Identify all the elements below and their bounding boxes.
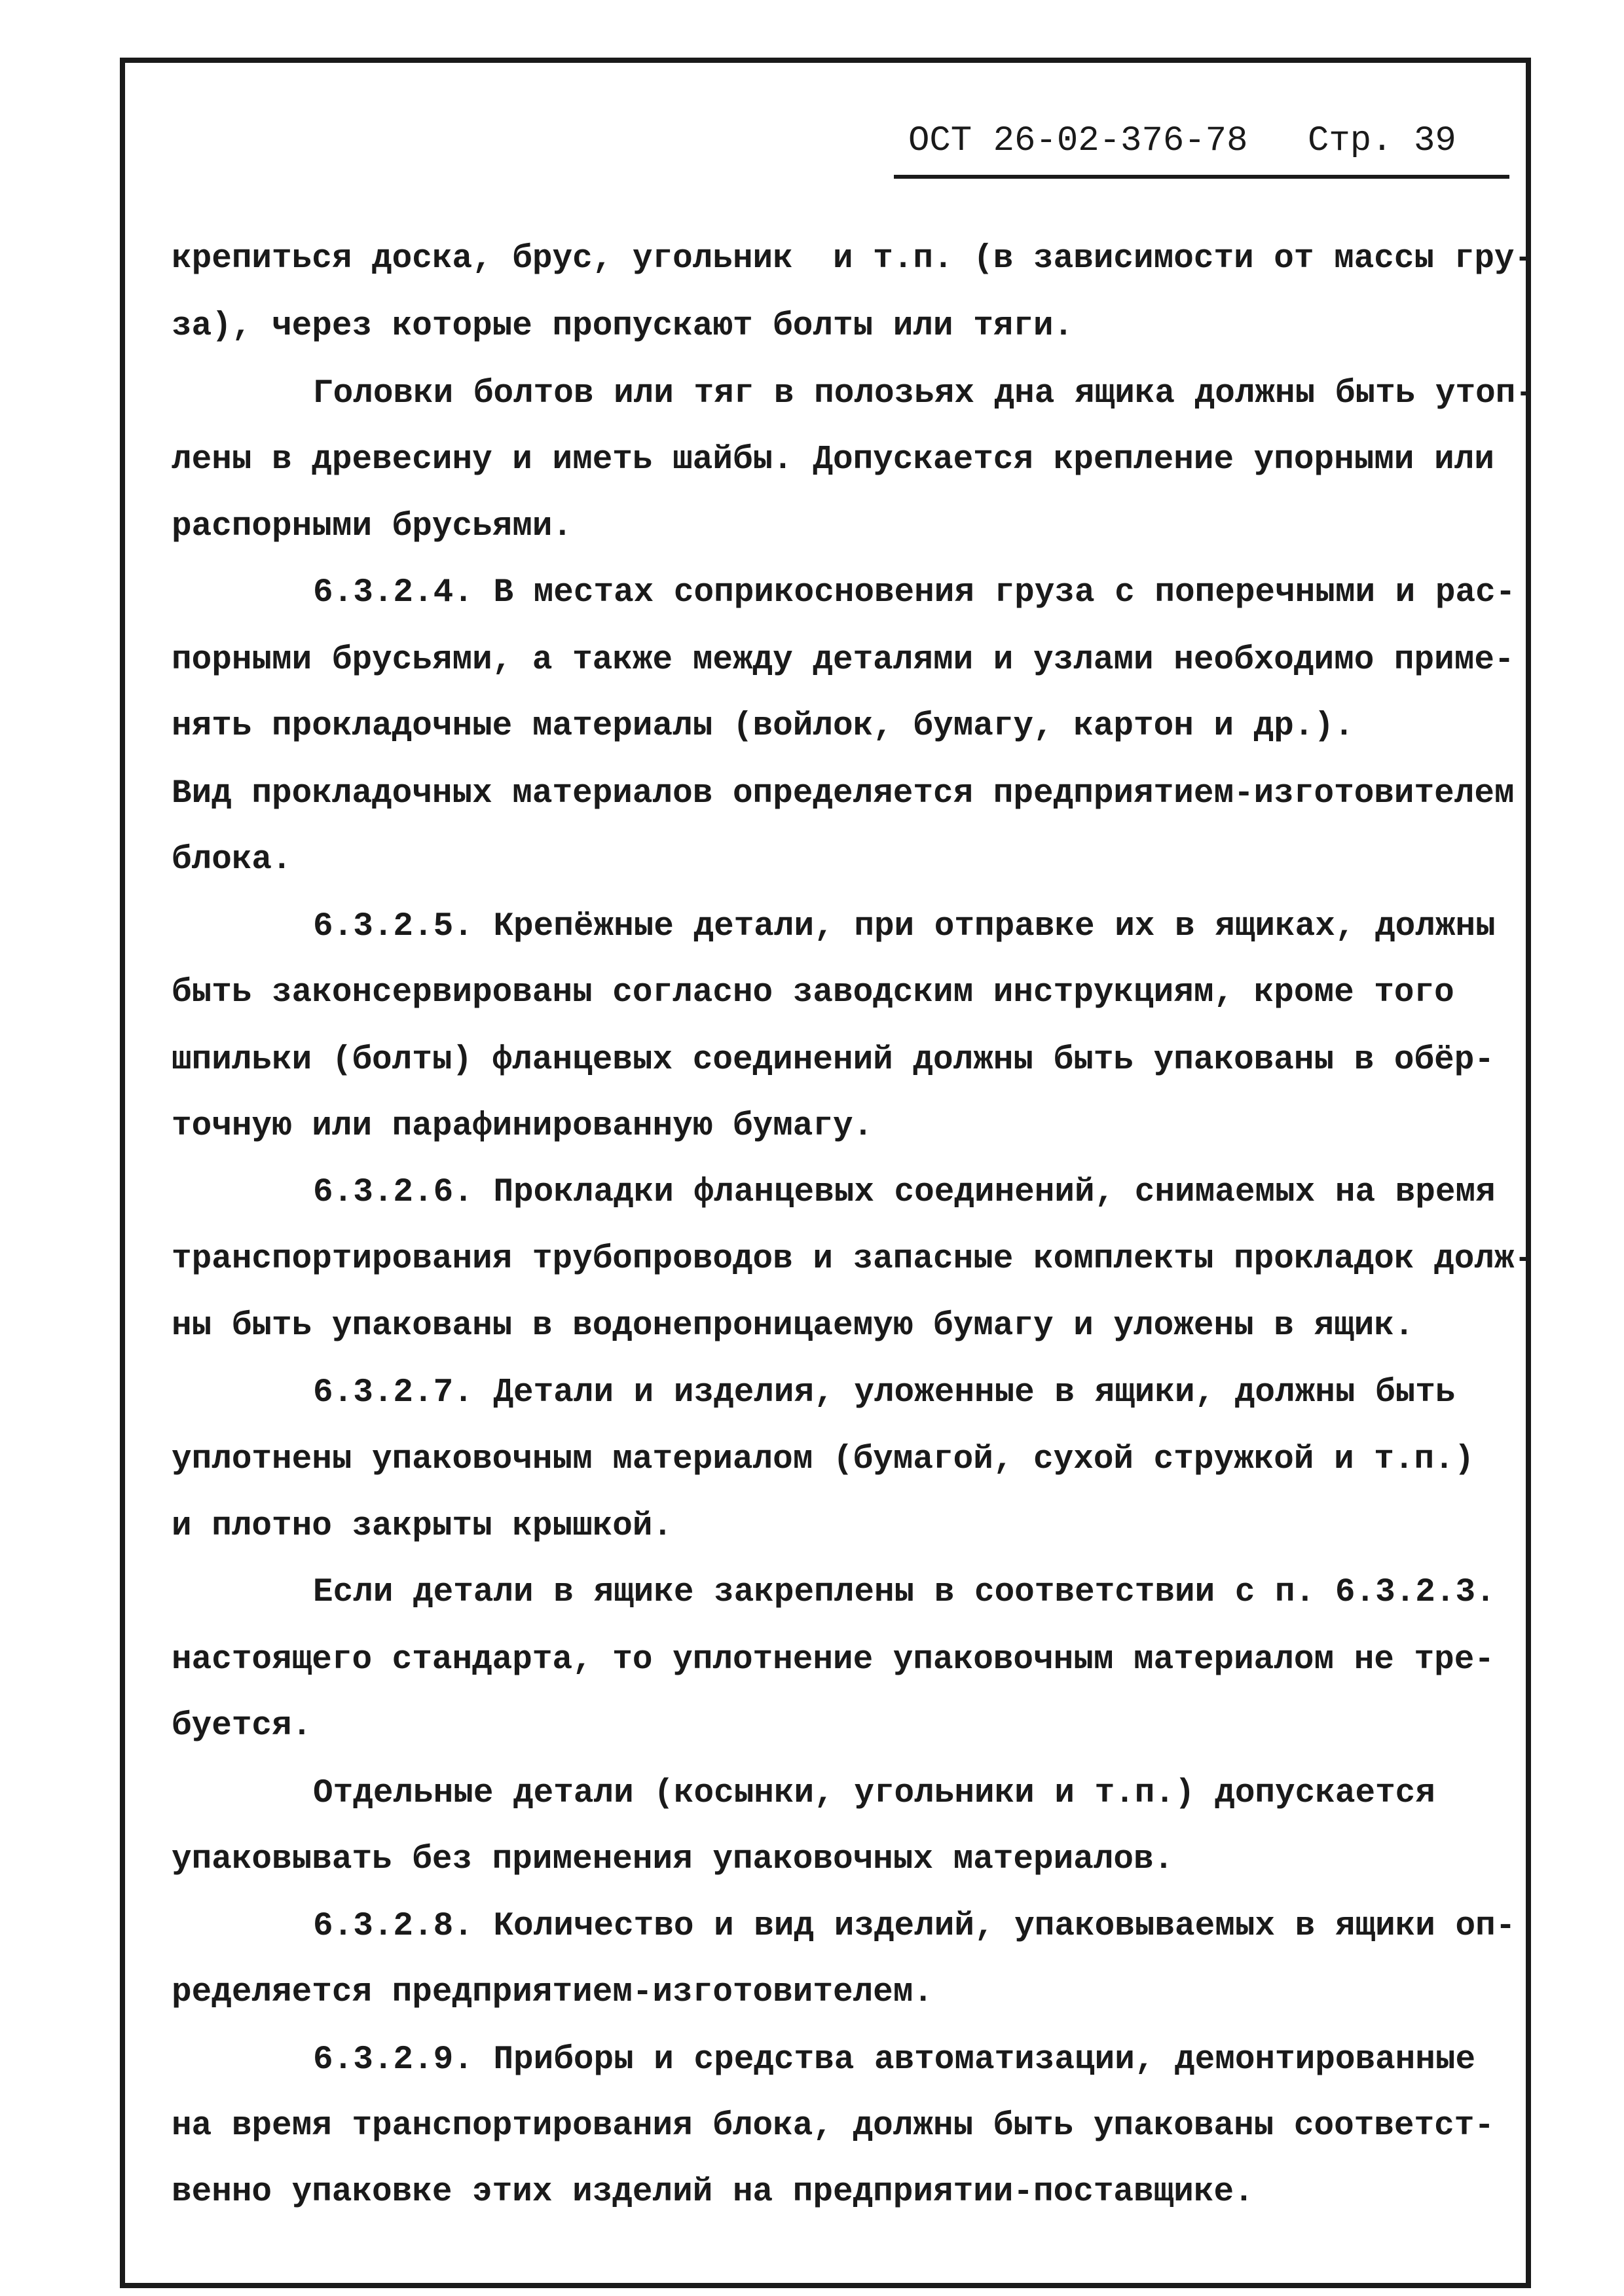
text-line: точную или парафинированную бумагу. bbox=[172, 1108, 874, 1145]
text-line: порными брусьями, а также между деталями и узлами необходимо приме- bbox=[172, 642, 1515, 679]
text-line: лены в древесину и иметь шайбы. Допускается крепление упорными или bbox=[172, 441, 1494, 479]
standard-code: ОСТ 26-02-376-78 bbox=[908, 121, 1248, 161]
page-number: Стр. 39 bbox=[1308, 121, 1456, 161]
text-line: быть законсервированы согласно заводским инструкциям, кроме того bbox=[172, 974, 1454, 1011]
text-line: распорными брусьями. bbox=[172, 508, 573, 545]
text-line: 6.3.2.4. В местах соприкосновения груза с поперечными и рас- bbox=[313, 574, 1516, 611]
text-line: Отдельные детали (косынки, угольники и т.п.) допускается bbox=[313, 1775, 1435, 1812]
text-line: 6.3.2.9. Приборы и средства автоматизации, демонтированные bbox=[313, 2041, 1476, 2079]
text-line: и плотно закрыты крышкой. bbox=[172, 1508, 673, 1545]
text-line: венно упаковке этих изделий на предприятии-поставщике. bbox=[172, 2174, 1254, 2211]
text-line: крепиться доска, брус, угольник и т.п. (в зависимости от массы гру- bbox=[172, 240, 1535, 278]
text-line: 6.3.2.6. Прокладки фланцевых соединений, снимаемых на время bbox=[313, 1174, 1496, 1211]
text-line: нять прокладочные материалы (войлок, бумагу, картон и др.). bbox=[172, 708, 1354, 745]
text-line: упаковывать без применения упаковочных материалов. bbox=[172, 1841, 1174, 1878]
text-line: Головки болтов или тяг в полозьях дна ящика должны быть утоп- bbox=[313, 375, 1536, 412]
text-line: шпильки (болты) фланцевых соединений должны быть упакованы в обёр- bbox=[172, 1042, 1494, 1079]
text-line: на время транспортирования блока, должны быть упакованы соответст- bbox=[172, 2107, 1494, 2145]
text-line: ределяется предприятием-изготовителем. bbox=[172, 1974, 933, 2011]
text-line: блока. bbox=[172, 841, 292, 879]
text-line: настоящего стандарта, то уплотнение упаковочным материалом не тре- bbox=[172, 1641, 1494, 1679]
text-line: транспортирования трубопроводов и запасные комплекты прокладок долж- bbox=[172, 1241, 1535, 1278]
text-line: за), через которые пропускают болты или тяги. bbox=[172, 308, 1074, 345]
page-header bbox=[894, 115, 1509, 180]
text-line: буется. bbox=[172, 1707, 312, 1745]
text-line: уплотнены упаковочным материалом (бумагой, сухой стружкой и т.п.) bbox=[172, 1441, 1475, 1478]
header-rule bbox=[894, 175, 1509, 179]
text-line: Вид прокладочных материалов определяется предприятием-изготовителем bbox=[172, 775, 1515, 812]
text-line: 6.3.2.8. Количество и вид изделий, упаковываемых в ящики оп- bbox=[313, 1908, 1516, 1945]
text-line: 6.3.2.5. Крепёжные детали, при отправке их в ящиках, должны bbox=[313, 908, 1496, 945]
text-line: 6.3.2.7. Детали и изделия, уложенные в ящики, должны быть bbox=[313, 1374, 1456, 1412]
text-line: ны быть упакованы в водонепроницаемую бумагу и уложены в ящик. bbox=[172, 1307, 1414, 1345]
text-line: Если детали в ящике закреплены в соответствии с п. 6.3.2.3. bbox=[313, 1574, 1496, 1611]
